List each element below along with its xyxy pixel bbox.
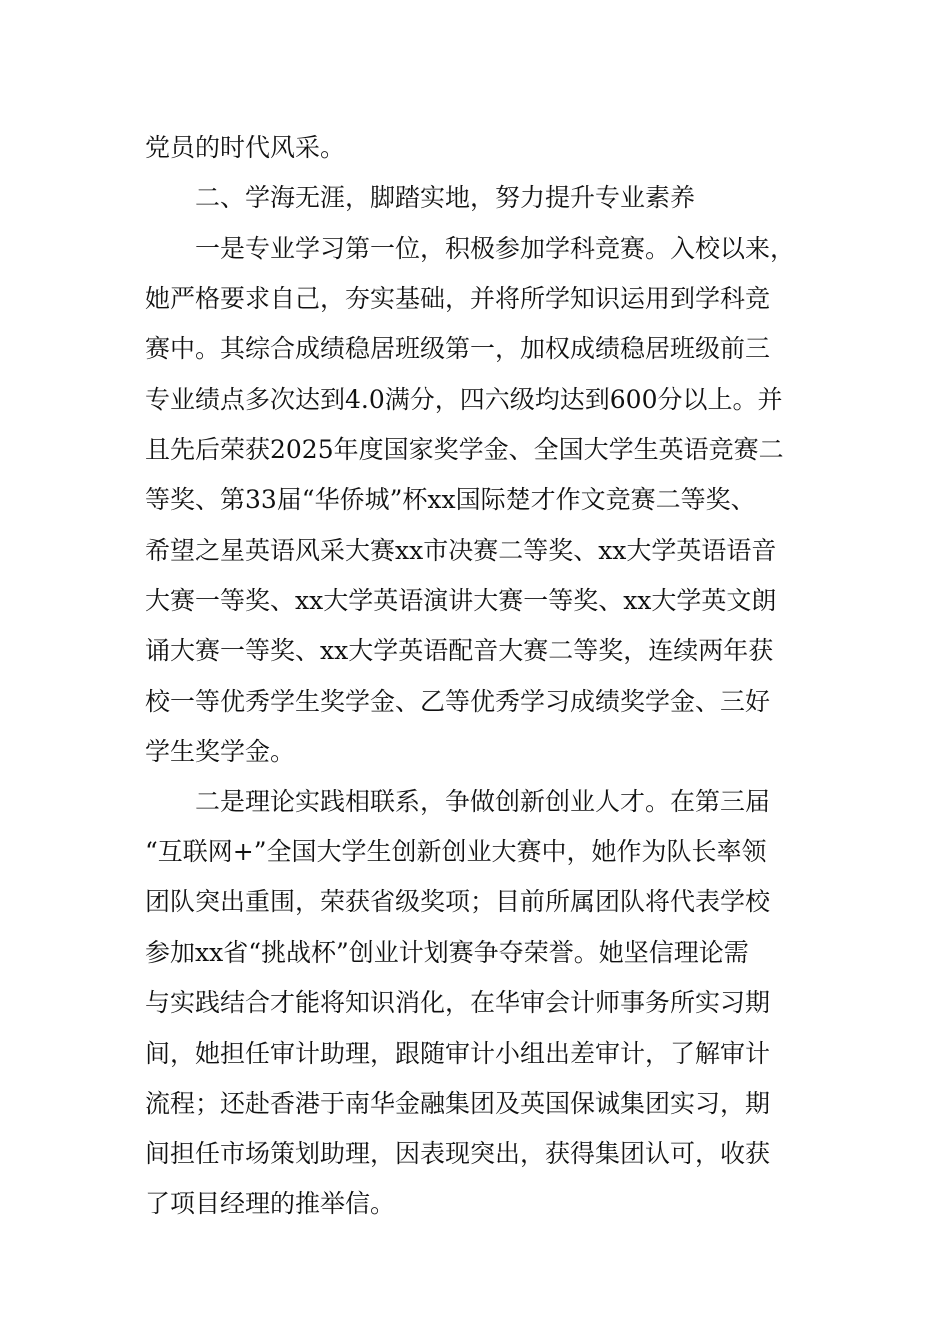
text-line: 二是理论实践相联系，争做创新创业人才。在第三届 [195,787,771,816]
text-line: 等奖、第33届“华侨城”杯xx国际楚才作文竞赛二等奖、 [145,485,756,514]
text-line: 与实践结合才能将知识消化，在华审会计师事务所实习期 [145,988,771,1017]
text-line: 间担任市场策划助理，因表现突出，获得集团认可，收获 [145,1139,771,1168]
text-line: 一是专业学习第一位，积极参加学科竞赛。入校以来， [195,234,796,263]
text-line: 党员的时代风采。 [145,133,346,162]
text-line: 流程；还赴香港于南华金融集团及英国保诚集团实习，期 [145,1089,771,1118]
text-line: “互联网+”全国大学生创新创业大赛中，她作为队长率领 [145,837,767,866]
text-line: 且先后荣获2025年度国家奖学金、全国大学生英语竞赛二 [145,435,784,464]
text-line: 团队突出重围，荣获省级奖项；目前所属团队将代表学校 [145,887,771,916]
text-line: 大赛一等奖、xx大学英语演讲大赛一等奖、xx大学英文朗 [145,586,777,615]
text-line: 学生奖学金。 [145,737,296,766]
text-line: 她严格要求自己，夯实基础，并将所学知识运用到学科竞 [145,284,771,313]
text-line: 诵大赛一等奖、xx大学英语配音大赛二等奖，连续两年获 [145,636,774,665]
text-line: 希望之星英语风采大赛xx市决赛二等奖、xx大学英语语音 [145,536,777,565]
section-heading: 二、学海无涯，脚踏实地，努力提升专业素养 [195,183,696,212]
text-line: 专业绩点多次达到4.0满分，四六级均达到600分以上。并 [145,385,783,414]
text-line: 了项目经理的推举信。 [145,1189,396,1218]
text-line: 赛中。其综合成绩稳居班级第一，加权成绩稳居班级前三 [145,334,771,363]
text-line: 参加xx省“挑战杯”创业计划赛争夺荣誉。她坚信理论需 [145,938,749,967]
text-line: 间，她担任审计助理，跟随审计小组出差审计，了解审计 [145,1039,771,1068]
text-line: 校一等优秀学生奖学金、乙等优秀学习成绩奖学金、三好 [145,687,771,716]
